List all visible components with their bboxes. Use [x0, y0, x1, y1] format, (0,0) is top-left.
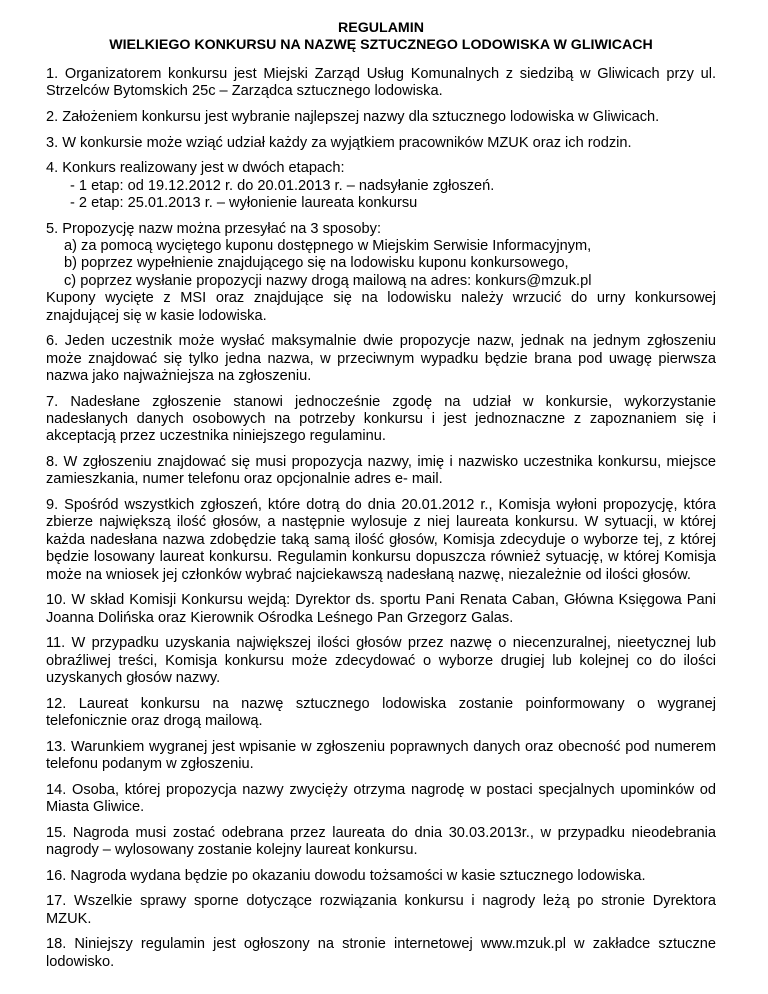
paragraph-18: 18. Niniejszy regulamin jest ogłoszony na stronie internetowej www.mzuk.pl w zakładce sztuczne lodowisko. [46, 936, 716, 970]
title-line-1: REGULAMIN [338, 20, 424, 36]
paragraph-15: 15. Nagroda musi zostać odebrana przez laureata do dnia 30.03.2013r., w przypadku nieodebrania nagrody – wylosowany zostanie kolejny laureat konkursu. [46, 824, 716, 859]
stage-1-item: - 1 etap: od 19.12.2012 r. do 20.01.2013 r. – nadsyłanie zgłoszeń. [70, 177, 495, 194]
paragraph-5 [46, 221, 716, 325]
title-line-2: WIELKIEGO KONKURSU NA NAZWĘ SZTUCZNEGO LODOWISKA W GLIWICACH [109, 36, 653, 53]
paragraph-14: 14. Osoba, której propozycja nazwy zwycięży otrzyma nagrodę w postaci specjalnych upominków od Miasta Gliwice. [46, 781, 716, 816]
paragraph-3: 3. W konkursie może wziąć udział każdy za wyjątkiem pracowników MZUK oraz ich rodzin. [46, 134, 632, 151]
paragraph-5-outro: Kupony wycięte z MSI oraz znajdujące się na lodowisku należy wrzucić do urny konkursowej znajdującej się w kasie lodowiska. [46, 290, 716, 324]
paragraph-17: 17. Wszelkie sprawy sporne dotyczące rozwiązania konkursu i nagrody leżą po stronie Dyrektora MZUK. [46, 893, 716, 927]
paragraph-8: 8. W zgłoszeniu znajdować się musi propozycja nazwy, imię i nazwisko uczestnika konkursu, miejsce zamieszkania, numer telefonu oraz opcjonalnie adres e- mail. [46, 454, 716, 488]
paragraph-4-intro: 4. Konkurs realizowany jest w dwóch etapach: [46, 160, 345, 177]
paragraph-5-intro: 5. Propozycję nazw można przesyłać na 3 sposoby: [46, 220, 382, 237]
paragraph-13: 13. Warunkiem wygranej jest wpisanie w zgłoszeniu poprawnych danych oraz obecność pod numerem telefonu podanym w zgłoszeniu. [46, 738, 716, 773]
paragraph-12: 12. Laureat konkursu na nazwę sztucznego lodowiska zostanie poinformowany o wygranej telefonicznie oraz drogą mailową. [46, 695, 716, 730]
paragraph-16: 16. Nagroda wydana będzie po okazaniu dowodu tożsamości w kasie sztucznego lodowiska. [46, 867, 646, 884]
paragraph-2: 2. Założeniem konkursu jest wybranie najlepszej nazwy dla sztucznego lodowiska w Gliwicach. [46, 109, 660, 125]
paragraph-11: 11. W przypadku uzyskania największej ilości głosów przez nazwę o niecenzuralnej, nieetycznej lub obraźliwej treści, Komisja konkursu może zdecydować o wyborze drugiej lub kolejnej co do ilości uzyskanych głosów nazwy. [46, 635, 716, 687]
paragraph-10: 10. W skład Komisji Konkursu wejdą: Dyrektor ds. sportu Pani Renata Caban, Główna Księgowa Pani Joanna Dolińska oraz Kierownik Ośrodka Leśnego Pan Grzegorz Galas. [46, 592, 716, 626]
paragraph-1: 1. Organizatorem konkursu jest Miejski Zarząd Usług Komunalnych z siedzibą w Gliwicach przy ul. Strzelców Bytomskich 25c – Zarządca sztucznego lodowiska. [46, 66, 716, 100]
paragraph-4 [46, 160, 716, 212]
method-a-item: a) za pomocą wyciętego kuponu dostępnego w Miejskim Serwisie Informacyjnym, [64, 238, 592, 254]
document-title [46, 20, 716, 53]
paragraph-9: 9. Spośród wszystkich zgłoszeń, które dotrą do dnia 20.01.2012 r., Komisja wyłoni propozycję, która zbierze największą ilość głosów, a następnie wylosuje z niej laureata konkursu. W sytuacji, w której każda nadesłana nazwa zdobędzie taką samą ilość głosów, Komisja zdecyduje o wyborze tej, z której będzie losowany laureat konkursu. Regulamin konkursu dopuszcza również sytuację, w której Komisja może na wniosek jej członków wybrać najciekawszą nadesłaną nazwę, niezależnie od ilości głosów. [46, 497, 716, 583]
method-c-item: c) poprzez wysłanie propozycji nazwy drogą mailową na adres: konkurs@mzuk.pl [64, 272, 592, 289]
method-b-item: b) poprzez wypełnienie znajdującego się na lodowisku kuponu konkursowego, [64, 255, 569, 272]
document-page [46, 20, 716, 979]
paragraph-7: 7. Nadesłane zgłoszenie stanowi jednocześnie zgodę na udział w konkursie, wykorzystanie nadesłanych danych osobowych na potrzeby konkursu i jest jednoznaczne z zapoznaniem się i akceptacją przez uczestnika niniejszego regulaminu. [46, 393, 716, 445]
stage-2-item: - 2 etap: 25.01.2013 r. – wyłonienie laureata konkursu [70, 195, 418, 211]
paragraph-6: 6. Jeden uczestnik może wysłać maksymalnie dwie propozycje nazw, jednak na jednym zgłoszeniu może znajdować się tylko jedna nazwa, w przeciwnym wypadku będzie brana pod uwagę pierwsza nazwa jako najważniejsza na zgłoszeniu. [46, 333, 716, 385]
